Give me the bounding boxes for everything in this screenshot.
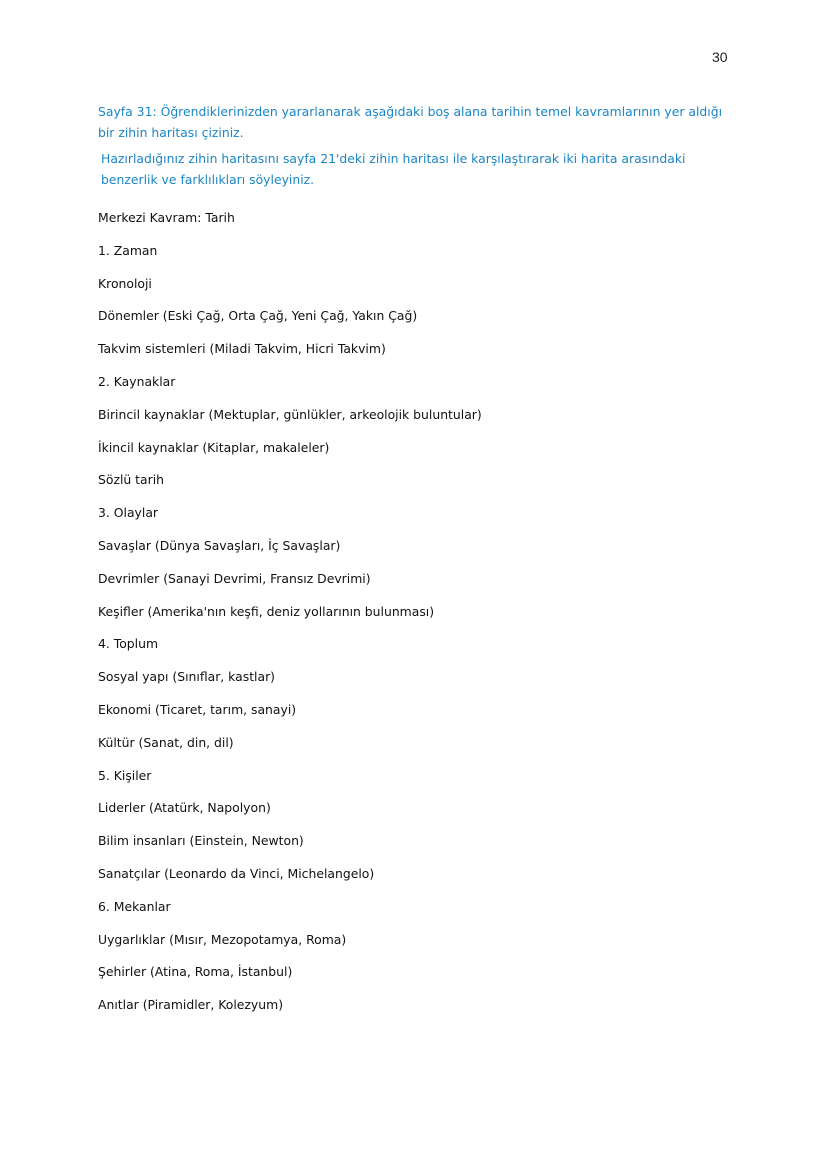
outline-item: Bilim insanları (Einstein, Newton): [98, 833, 304, 849]
central-concept: Merkezi Kavram: Tarih: [98, 210, 235, 225]
outline-item: Sözlü tarih: [98, 472, 165, 488]
outline-item: Kronoloji: [98, 275, 152, 291]
outline-item: Şehirler (Atina, Roma, İstanbul): [98, 964, 293, 980]
section-heading-places: 6. Mekanlar: [98, 898, 171, 914]
outline-item: Sanatçılar (Leonardo da Vinci, Michelangelo): [98, 865, 375, 881]
outline-item: Takvim sistemleri (Miladi Takvim, Hicri Takvim): [98, 341, 386, 357]
section-heading-people: 5. Kişiler: [98, 767, 152, 783]
outline-item: Savaşlar (Dünya Savaşları, İç Savaşlar): [98, 537, 341, 553]
outline-item: Kültür (Sanat, din, dil): [98, 734, 234, 750]
outline-item: Keşifler (Amerika'nın keşfi, deniz yollarının bulunması): [98, 603, 435, 619]
outline-item: Birincil kaynaklar (Mektuplar, günlükler, arkeolojik buluntular): [98, 406, 482, 422]
section-heading-time: 1. Zaman: [98, 242, 158, 258]
instructions: [98, 101, 738, 195]
section-heading-society: 4. Toplum: [98, 636, 159, 652]
outline-item: Dönemler (Eski Çağ, Orta Çağ, Yeni Çağ, Yakın Çağ): [98, 308, 418, 324]
outline-item: Liderler (Atatürk, Napolyon): [98, 800, 271, 816]
section-heading-sources: 2. Kaynaklar: [98, 373, 176, 389]
instruction-draw-mind-map: Sayfa 31: Öğrendiklerinizden yararlanarak aşağıdaki boş alana tarihin temel kavramlarının yer aldığı bir zihin haritası çiziniz.: [98, 104, 723, 140]
outline-item: İkincil kaynaklar (Kitaplar, makaleler): [98, 439, 330, 455]
section-heading-events: 3. Olaylar: [98, 505, 159, 521]
page-number: 30: [712, 49, 728, 65]
outline-item: Devrimler (Sanayi Devrimi, Fransız Devrimi): [98, 570, 371, 586]
instruction-compare-maps: Hazırladığınız zihin haritasını sayfa 21'deki zihin haritası ile karşılaştırarak iki harita arasındaki benzerlik ve farklılıkları söyleyiniz.: [101, 151, 686, 187]
mind-map-outline: [98, 208, 738, 1028]
outline-item: Uygarlıklar (Mısır, Mezopotamya, Roma): [98, 931, 347, 947]
outline-item: Sosyal yapı (Sınıflar, kastlar): [98, 669, 276, 685]
outline-item: Anıtlar (Piramidler, Kolezyum): [98, 997, 284, 1013]
outline-item: Ekonomi (Ticaret, tarım, sanayi): [98, 701, 297, 717]
